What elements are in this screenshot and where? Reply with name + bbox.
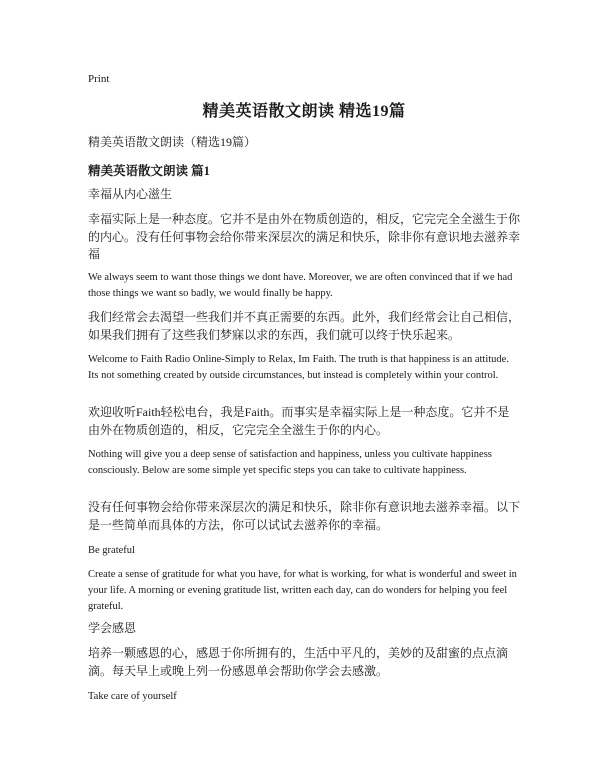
paragraph-cn-heading: 幸福从内心滋生 [88,187,173,201]
paragraph-en-heading: Take care of yourself [88,691,177,702]
section-heading: 精美英语散文朗读 篇1 [88,164,210,178]
paragraph-cn: 我们经常会去渴望一些我们并不真正需要的东西。此外，我们经常会让自己相信，如果我们拥有了这些我们梦寐以求的东西，我们就可以终于快乐起来。 [88,310,521,342]
paragraph-en: We always seem to want those things we dont have. Moreover, we are often convinced that if we had those things we want so badly, we would finally be happy. [88,272,513,299]
paragraph-en: Create a sense of gratitude for what you have, for what is working, for what is wonderful and sweet in your life. A morning or evening gratitude list, written each day, can do wonders for helping you feel grateful. [88,569,517,612]
print-link[interactable]: Print [88,73,110,85]
paragraph-cn: 欢迎收听Faith轻松电台，我是Faith。而事实是幸福实际上是一种态度。它并不是由外在物质创造的，相反，它完完全全滋生于你的内心。 [88,405,510,437]
paragraph-en: Welcome to Faith Radio Online-Simply to Relax, Im Faith. The truth is that happiness is an attitude. Its not something created by outside circumstances, but instead is completely within your control. [88,354,509,381]
paragraph-en-heading: Be grateful [88,545,135,556]
paragraph-cn: 培养一颗感恩的心，感恩于你所拥有的，生活中平凡的，美妙的及甜蜜的点点滴滴。每天早上或晚上列一份感恩单会帮助你学会去感激。 [88,646,509,678]
paragraph-cn: 幸福实际上是一种态度。它并不是由外在物质创造的，相反，它完完全全滋生于你的内心。没有任何事物会给你带来深层次的满足和快乐，除非你有意识地去滋养幸福 [88,212,521,261]
document-subtitle: 精美英语散文朗读（精选19篇） [88,135,257,149]
paragraph-en: Nothing will give you a deep sense of satisfaction and happiness, unless you cultivate happiness consciously. Below are some simple yet specific steps you can take to cultivate happiness. [88,449,492,476]
paragraph-cn-heading: 学会感恩 [88,621,137,635]
document-title: 精美英语散文朗读 精选19篇 [202,103,406,120]
paragraph-cn: 没有任何事物会给你带来深层次的满足和快乐，除非你有意识地去滋养幸福。以下是一些简单而具体的方法，你可以试试去滋养你的幸福。 [88,500,521,532]
